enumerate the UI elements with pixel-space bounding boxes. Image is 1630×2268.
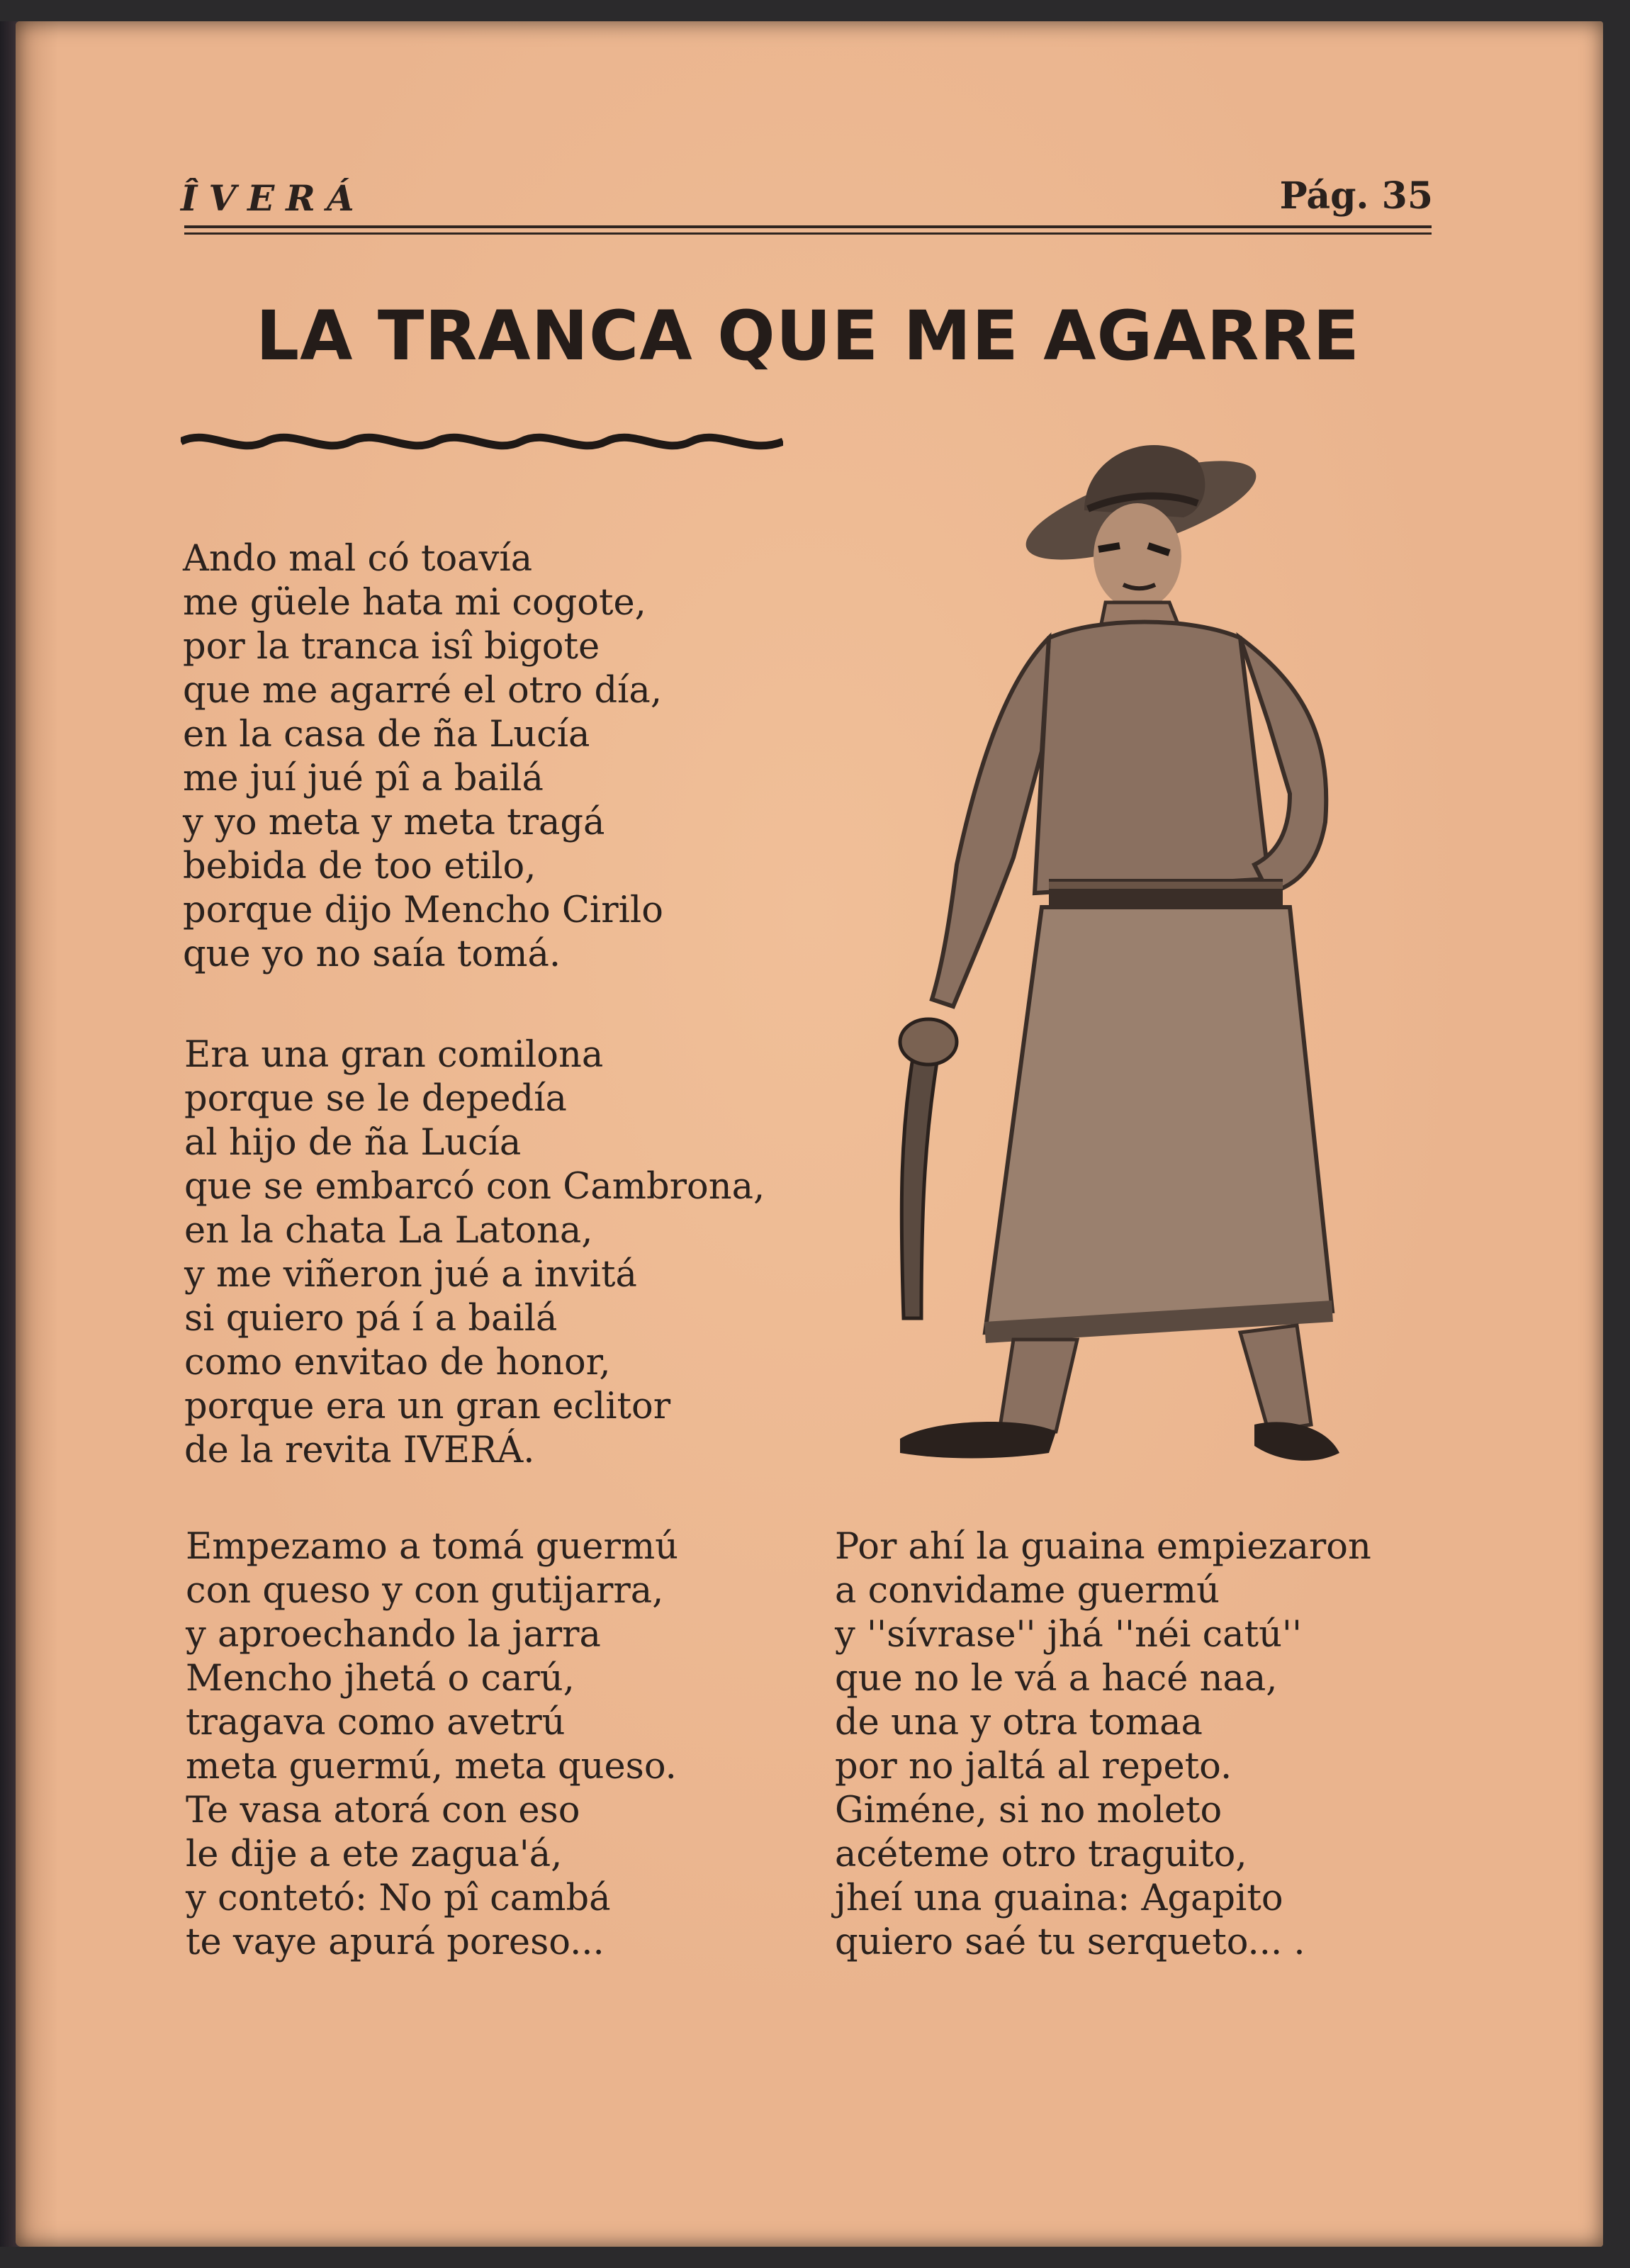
stanza-2 [184,1033,765,1473]
verse-line: que yo no saía tomá. [183,933,561,975]
header-rule-top [184,225,1432,228]
verse-line: en la chata La Latona, [184,1210,593,1252]
verse-line: Era una gran comilona [184,1034,604,1076]
verse-line: en la casa de ña Lucía [183,714,590,756]
page-number: Pág. 35 [1279,174,1433,218]
verse-line: bebida de too etilo, [183,846,536,887]
verse-line: me güele hata mi cogote, [183,582,646,624]
verse-line: y ''sívrase'' jhá ''néi catú'' [835,1614,1302,1656]
verse-line: tragava como avetrú [186,1702,566,1744]
verse-line: Mencho jhetá o carú, [186,1658,575,1700]
verse-line: que me agarré el otro día, [183,670,663,712]
verse-line: que no le vá a hacé naa, [835,1658,1278,1700]
gaucho-figure-illustration [872,425,1389,1481]
verse-line: y me viñeron jué a invitá [184,1254,637,1296]
stanza-3 [186,1525,678,1965]
verse-line: de una y otra tomaa [835,1702,1203,1744]
verse-line: porque era un gran eclitor [184,1386,671,1427]
verse-line: por no jaltá al repeto. [835,1746,1232,1787]
header-rule-bottom [184,232,1432,235]
verse-line: porque se le depedía [184,1078,567,1120]
verse-line: le dije a ete zagua'á, [186,1834,563,1875]
magazine-name: ÎVERÁ [181,177,366,219]
verse-line: como envitao de honor, [184,1342,611,1383]
verse-line: me juí jué pî a bailá [183,758,544,799]
stanza-4 [835,1525,1371,1965]
verse-line: por la tranca isî bigote [183,626,600,668]
stanza-1 [183,537,663,977]
verse-line: porque dijo Mencho Cirilo [183,889,663,931]
verse-line: que se embarcó con Cambrona, [184,1166,765,1208]
verse-line: Giméne, si no moleto [835,1790,1222,1831]
verse-line: al hijo de ña Lucía [184,1122,522,1164]
verse-line: Te vasa atorá con eso [186,1790,580,1831]
verse-line: de la revita IVERÁ. [184,1430,535,1471]
verse-line: jheí una guaina: Agapito [835,1877,1283,1919]
verse-line: acéteme otro traguito, [835,1834,1247,1875]
poem-title: LA TRANCA QUE ME AGARRE [255,296,1360,376]
verse-line: con queso y con gutijarra, [186,1570,664,1612]
verse-line: a convidame guermú [835,1570,1220,1612]
verse-line: y yo meta y meta tragá [183,802,605,843]
verse-line: Ando mal có toavía [183,538,533,580]
verse-line: quiero saé tu serqueto... . [835,1921,1305,1963]
verse-line: te vaye apurá poreso... [186,1921,605,1963]
verse-line: Empezamo a tomá guermú [186,1526,679,1568]
verse-line: y contetó: No pî cambá [186,1877,611,1919]
verse-line: si quiero pá í a bailá [184,1298,558,1340]
verse-line: meta guermú, meta queso. [186,1746,677,1787]
verse-line: Por ahí la guaina empiezaron [835,1526,1371,1568]
wavy-divider [181,424,783,459]
verse-line: y aproechando la jarra [186,1614,601,1656]
